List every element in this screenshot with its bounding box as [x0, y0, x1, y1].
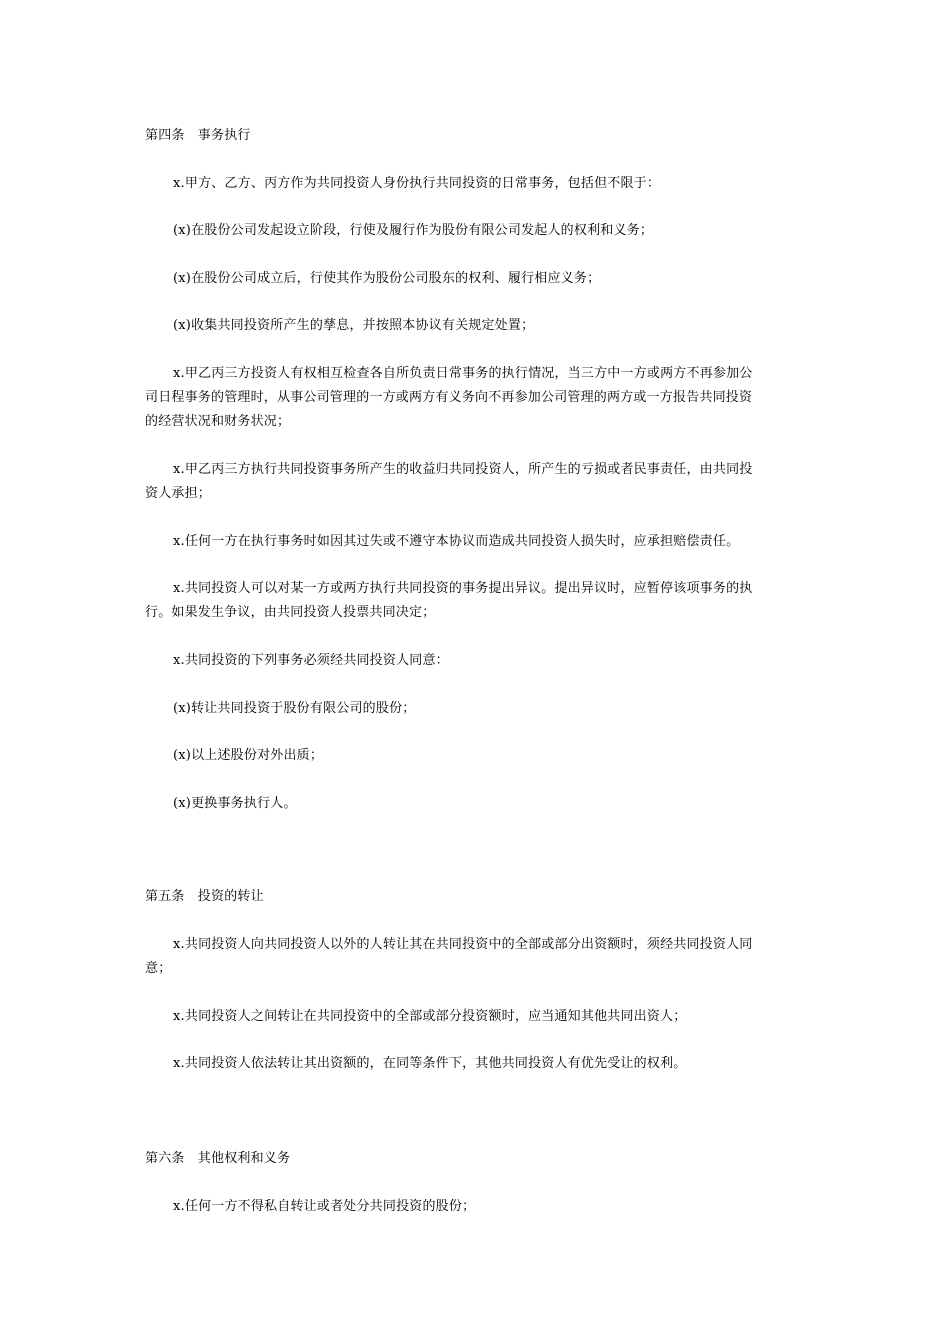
article-4-clause-2-line-3: 的经营状况和财务状况； [145, 414, 291, 429]
article-4-clause-5-line-2: 行。如果发生争议，由共同投资人投票共同决定； [145, 605, 436, 620]
article-4-clause-1-item-a: (x)在股份公司发起设立阶段，行使及履行作为股份有限公司发起人的权利和义务； [173, 223, 654, 238]
article-5-clause-1-line-1: x.共同投资人向共同投资人以外的人转让其在共同投资中的全部或部分出资额时，须经共同投资人同 [173, 937, 753, 952]
article-6-title: 第六条 其他权利和义务 [145, 1151, 291, 1166]
article-4-clause-4: x.任何一方在执行事务时如因其过失或不遵守本协议而造成共同投资人损失时，应承担赔偿责任。 [173, 534, 740, 549]
article-4-clause-2-line-2: 司日程事务的管理时，从事公司管理的一方或两方有义务向不再参加公司管理的两方或一方报告共同投资 [145, 390, 753, 405]
article-4-clause-6: x.共同投资的下列事务必须经共同投资人同意： [173, 653, 449, 668]
article-4-clause-6-item-a: (x)转让共同投资于股份有限公司的股份； [173, 701, 416, 716]
article-4-clause-1: x.甲方、乙方、丙方作为共同投资人身份执行共同投资的日常事务，包括但不限于： [173, 176, 661, 191]
article-4-clause-3-line-1: x.甲乙丙三方执行共同投资事务所产生的收益归共同投资人，所产生的亏损或者民事责任，由共同投 [173, 462, 753, 477]
article-4-clause-2-line-1: x.甲乙丙三方投资人有权相互检查各自所负责日常事务的执行情况，当三方中一方或两方不再参加公 [173, 366, 753, 381]
article-4-clause-5-line-1: x.共同投资人可以对某一方或两方执行共同投资的事务提出异议。提出异议时，应暂停该项事务的执 [173, 581, 753, 596]
article-5-title: 第五条 投资的转让 [145, 889, 264, 904]
article-5-clause-2: x.共同投资人之间转让在共同投资中的全部或部分投资额时，应当通知其他共同出资人； [173, 1009, 687, 1024]
article-4-title: 第四条 事务执行 [145, 128, 251, 143]
article-5-clause-3: x.共同投资人依法转让其出资额的，在同等条件下，其他共同投资人有优先受让的权利。 [173, 1056, 687, 1071]
article-4-clause-1-item-c: (x)收集共同投资所产生的孳息，并按照本协议有关规定处置； [173, 318, 535, 333]
article-4-clause-6-item-b: (x)以上述股份对外出质； [173, 748, 324, 763]
article-4-clause-3-line-2: 资人承担； [145, 486, 212, 501]
article-4-clause-6-item-c: (x)更换事务执行人。 [173, 796, 297, 811]
article-6-clause-1: x.任何一方不得私自转让或者处分共同投资的股份； [173, 1199, 476, 1214]
article-5-clause-1-line-2: 意； [145, 961, 172, 976]
article-4-clause-1-item-b: (x)在股份公司成立后，行使其作为股份公司股东的权利、履行相应义务； [173, 271, 601, 286]
